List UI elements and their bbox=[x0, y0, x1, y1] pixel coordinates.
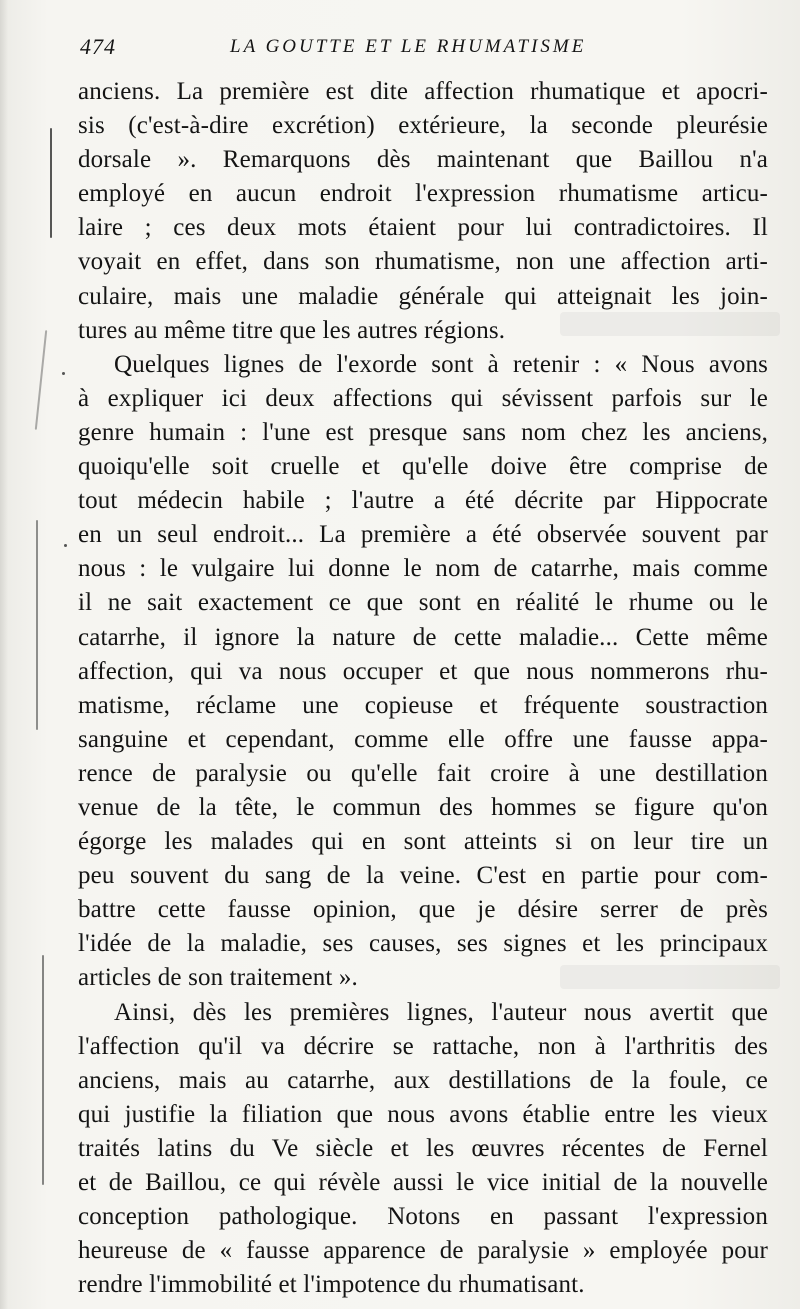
text-line: battre cette fausse opinion, que je désire serrer de près bbox=[78, 896, 768, 924]
text-line: tout médecin habile ; l'autre a été décrite par Hippocrate bbox=[78, 487, 768, 515]
text-line: anciens. La première est dite affection rhumatique et apocri- bbox=[78, 78, 768, 105]
text-line: catarrhe, il ignore la nature de cette maladie... Cette même bbox=[78, 623, 768, 651]
text-line: genre humain : l'une est presque sans nom chez les anciens, bbox=[78, 418, 768, 446]
text-line: égorge les malades qui en sont atteints si on leur tire un bbox=[78, 828, 768, 856]
text-line: laire ; ces deux mots étaient pour lui contradictoires. Il bbox=[78, 214, 768, 242]
text-line: l'affection qu'il va décrire se rattache, non à l'arthritis des bbox=[78, 1032, 768, 1060]
margin-pencil-mark bbox=[35, 330, 47, 430]
text-line: dorsale ». Remarquons dès maintenant que Baillou n'a bbox=[78, 146, 768, 174]
margin-pencil-mark bbox=[36, 520, 38, 730]
text-line: peu souvent du sang de la veine. C'est en partie pour com- bbox=[78, 862, 768, 890]
margin-pencil-mark bbox=[42, 955, 44, 1185]
text-line: voyait en effet, dans son rhumatisme, non une affection arti- bbox=[78, 248, 768, 276]
text-line: tures au même titre que les autres régions. bbox=[78, 316, 506, 344]
page-number: 474 bbox=[80, 34, 116, 59]
text-line: il ne sait exactement ce que sont en réalité le rhume ou le bbox=[78, 589, 768, 617]
text-line: rendre l'immobilité et l'impotence du rhumatisant. bbox=[78, 1271, 585, 1299]
text-line: l'idée de la maladie, ses causes, ses signes et les principaux bbox=[78, 930, 768, 958]
text-line: traités latins du Ve siècle et les œuvres récentes de Fernel bbox=[78, 1134, 768, 1162]
text-line: anciens, mais au catarrhe, aux destillations de la foule, ce bbox=[78, 1066, 768, 1094]
text-line: nous : le vulgaire lui donne le nom de catarrhe, mais comme bbox=[78, 555, 768, 583]
margin-dot bbox=[62, 372, 65, 375]
text-line: conception pathologique. Notons en passant l'expression bbox=[78, 1203, 768, 1231]
text-line: et de Baillou, ce qui révèle aussi le vice initial de la nouvelle bbox=[78, 1169, 768, 1196]
running-title: LA GOUTTE ET LE RHUMATISME bbox=[230, 36, 587, 57]
text-line: venue de la tête, le commun des hommes se figure qu'on bbox=[78, 793, 768, 821]
binding-shadow bbox=[0, 0, 8, 1309]
margin-pencil-mark bbox=[50, 128, 52, 238]
text-line: sanguine et cependant, comme elle offre une fausse appa- bbox=[78, 725, 768, 753]
text-line: qui justifie la filiation que nous avons établie entre les vieux bbox=[78, 1100, 768, 1128]
margin-dot bbox=[64, 544, 67, 547]
text-line: culaire, mais une maladie générale qui atteignait les join- bbox=[78, 282, 768, 310]
page-header bbox=[80, 34, 770, 66]
body-text bbox=[78, 75, 768, 1302]
text-line: matisme, réclame une copieuse et fréquente soustraction bbox=[78, 691, 768, 719]
text-line: Quelques lignes de l'exorde sont à retenir : « Nous avons bbox=[114, 350, 768, 378]
text-line: heureuse de « fausse apparence de paralysie » employée pour bbox=[78, 1237, 768, 1265]
text-line: articles de son traitement ». bbox=[78, 964, 358, 992]
text-line: affection, qui va nous occuper et que nous nommerons rhu- bbox=[78, 657, 768, 685]
text-line: à expliquer ici deux affections qui sévissent parfois sur le bbox=[78, 384, 768, 412]
text-line: sis (c'est-à-dire excrétion) extérieure, la seconde pleurésie bbox=[78, 112, 768, 140]
text-line: rence de paralysie ou qu'elle fait croire à une destillation bbox=[78, 759, 768, 787]
text-line: quoiqu'elle soit cruelle et qu'elle doive être comprise de bbox=[78, 453, 768, 481]
text-line: employé en aucun endroit l'expression rhumatisme articu- bbox=[78, 180, 768, 208]
text-line: Ainsi, dès les premières lignes, l'auteur nous avertit que bbox=[114, 998, 768, 1026]
text-line: en un seul endroit... La première a été observée souvent par bbox=[78, 521, 768, 549]
